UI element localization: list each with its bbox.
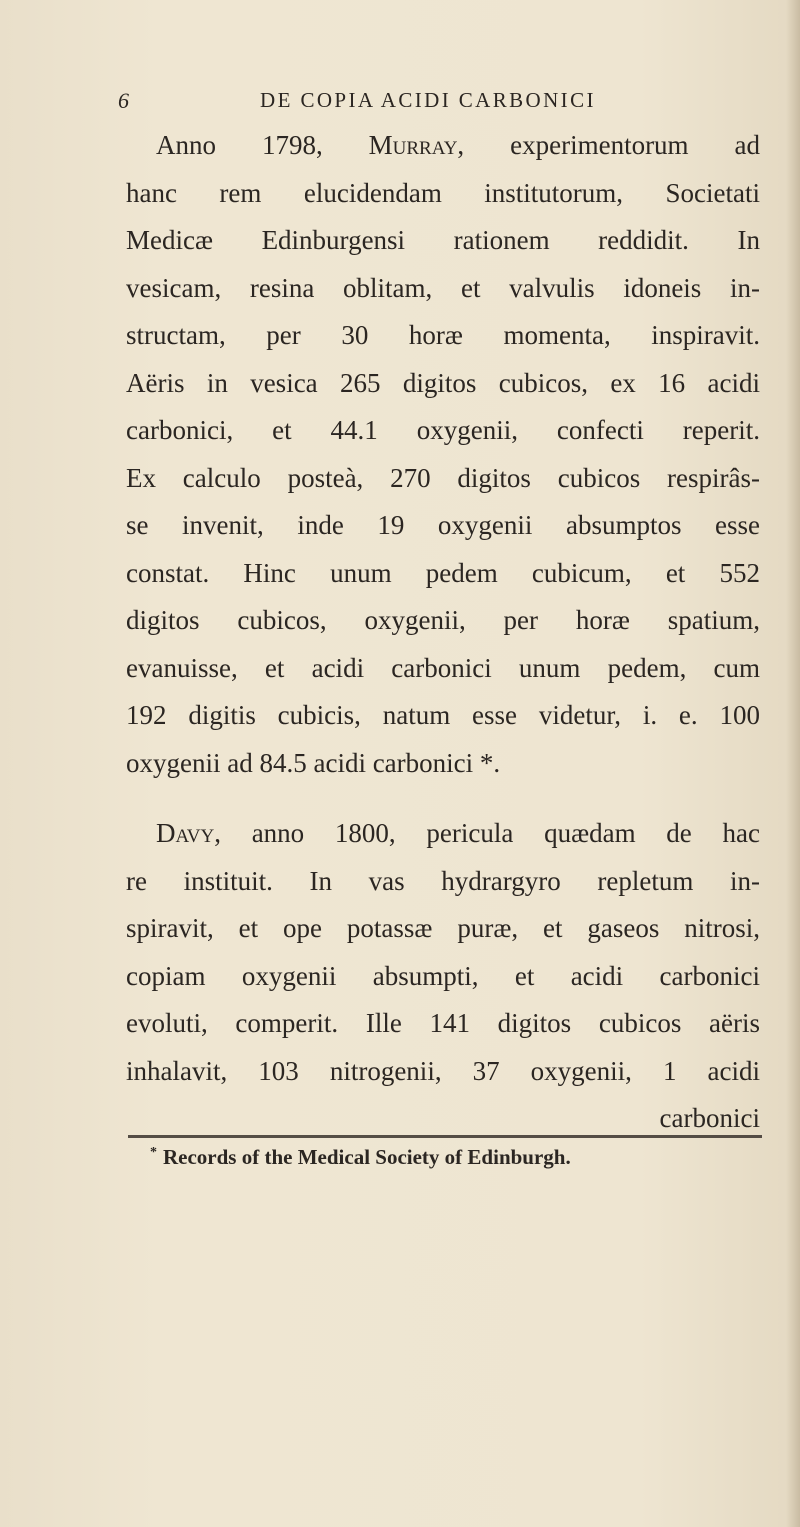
text-line: digitos cubicos, oxygenii, per horæ spatium, <box>126 605 760 635</box>
text-line: structam, per 30 horæ momenta, inspiravit. <box>126 320 760 350</box>
footnote <box>150 1145 571 1170</box>
text-line: hanc rem elucidendam institutorum, Societati <box>126 177 760 208</box>
page-number: 6 <box>118 88 129 113</box>
running-title: DE COPIA ACIDI CARBONICI <box>260 88 596 112</box>
text-line: vesicam, resina oblitam, et valvulis idoneis in- <box>126 272 760 303</box>
text-line: Medicæ Edinburgensi rationem reddidit. In <box>126 225 760 255</box>
footnote-text: Records of the Medical Society of Edinburgh. <box>163 1145 571 1169</box>
page-edge-shadow <box>786 0 800 1527</box>
text-line: oxygenii ad 84.5 acidi carbonici *. <box>126 747 501 778</box>
text-line: Ex calculo posteà, 270 digitos cubicos respirâs- <box>126 462 760 493</box>
footnote-rule <box>128 1135 762 1138</box>
text-line: evanuisse, et acidi carbonici unum pedem, cum <box>126 652 760 683</box>
text-line: carbonici, et 44.1 oxygenii, confecti reperit. <box>126 415 760 445</box>
text-line: constat. Hinc unum pedem cubicum, et 552 <box>126 557 760 588</box>
text-line: spiravit, et ope potassæ puræ, et gaseos nitrosi, <box>126 913 760 943</box>
text-line: copiam oxygenii absumpti, et acidi carbonici <box>126 960 760 991</box>
author-name: Davy <box>156 818 215 848</box>
body-text <box>126 122 760 1143</box>
text-line: evoluti, comperit. Ille 141 digitos cubicos aëris <box>126 1008 760 1038</box>
text-line: Aëris in vesica 265 digitos cubicos, ex 16 acidi <box>126 367 760 398</box>
page-header <box>118 88 758 116</box>
text-line: se invenit, inde 19 oxygenii absumptos esse <box>126 510 760 540</box>
text-line: inhalavit, 103 nitrogenii, 37 oxygenii, 1 acidi <box>126 1055 760 1086</box>
paragraph-gap <box>126 787 760 810</box>
text-line: Anno 1798, Murray, experimentorum ad <box>156 130 760 160</box>
text-line: re instituit. In vas hydrargyro repletum in- <box>126 865 760 896</box>
text-line: 192 digitis cubicis, natum esse videtur, i. e. 100 <box>126 700 760 730</box>
text-line: Davy, anno 1800, pericula quædam de hac <box>156 818 760 848</box>
catchword-line: carbonici <box>659 1103 760 1133</box>
author-name: Murray <box>368 130 458 160</box>
footnote-mark: * <box>150 1145 157 1160</box>
